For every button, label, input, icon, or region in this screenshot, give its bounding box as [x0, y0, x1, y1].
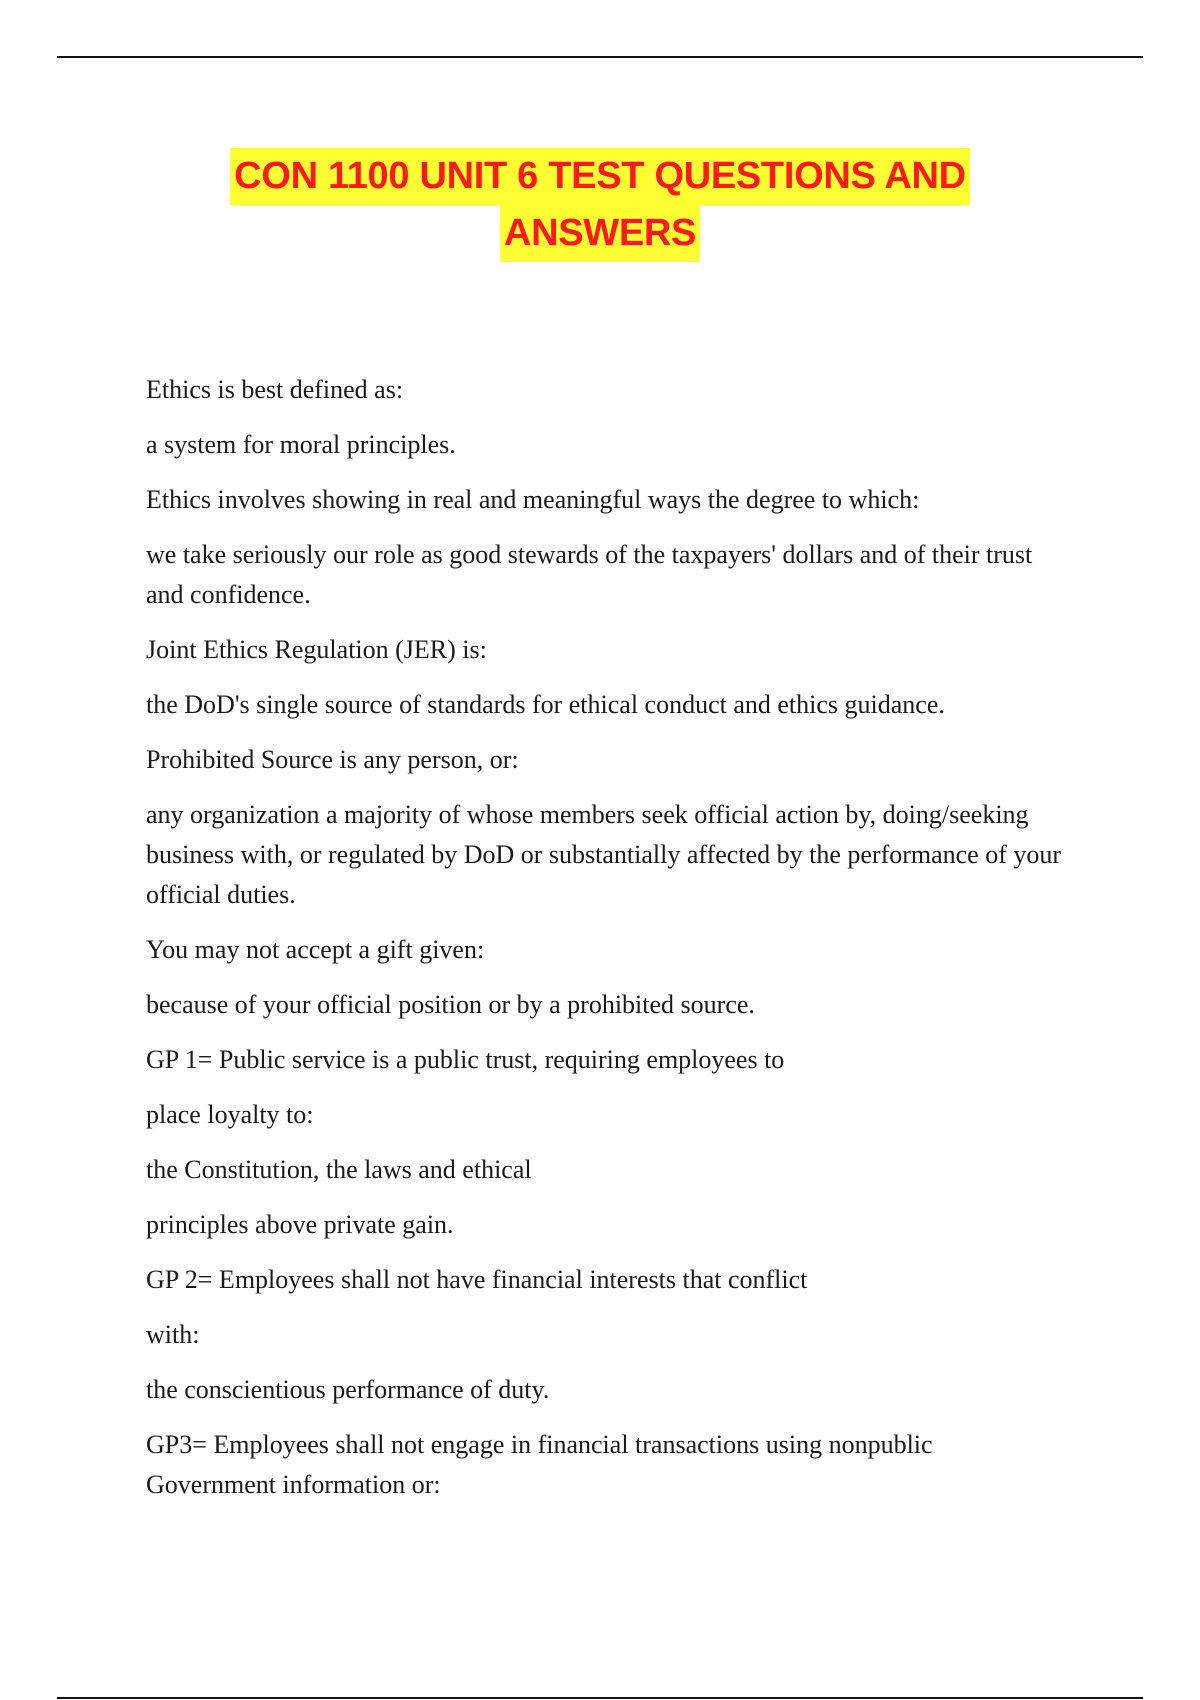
question-1: Ethics is best defined as:: [146, 375, 404, 404]
question-4: Prohibited Source is any person, or:: [146, 745, 519, 774]
question-7-line-2: with:: [146, 1320, 200, 1349]
question-2: Ethics involves showing in real and meaningful ways the degree to which:: [146, 485, 920, 514]
document-body: [146, 370, 1066, 1520]
answer-7: the conscientious performance of duty.: [146, 1375, 550, 1404]
question-3: Joint Ethics Regulation (JER) is:: [146, 635, 487, 664]
answer-6-line-1: the Constitution, the laws and ethical: [146, 1155, 532, 1184]
title-line-2: ANSWERS: [500, 205, 700, 262]
question-5: You may not accept a gift given:: [146, 935, 485, 964]
answer-4: any organization a majority of whose members seek official action by, doing/seeking business with, or regulated by DoD or substantially affected by the performance of your official duties.: [146, 800, 1062, 909]
question-8: GP3= Employees shall not engage in financial transactions using nonpublic Government information or:: [146, 1430, 933, 1499]
title-line-1: CON 1100 UNIT 6 TEST QUESTIONS AND: [230, 148, 970, 205]
question-7-line-1: GP 2= Employees shall not have financial interests that conflict: [146, 1265, 808, 1294]
answer-2: we take seriously our role as good stewards of the taxpayers' dollars and of their trust and confidence.: [146, 540, 1033, 609]
header-rule: [57, 56, 1143, 58]
question-6-line-2: place loyalty to:: [146, 1100, 314, 1129]
answer-3: the DoD's single source of standards for ethical conduct and ethics guidance.: [146, 690, 945, 719]
answer-6-line-2: principles above private gain.: [146, 1210, 454, 1239]
answer-1: a system for moral principles.: [146, 430, 456, 459]
footer-rule: [57, 1697, 1143, 1699]
document-title: [100, 148, 1100, 262]
question-6-line-1: GP 1= Public service is a public trust, requiring employees to: [146, 1045, 785, 1074]
answer-5: because of your official position or by a prohibited source.: [146, 990, 755, 1019]
